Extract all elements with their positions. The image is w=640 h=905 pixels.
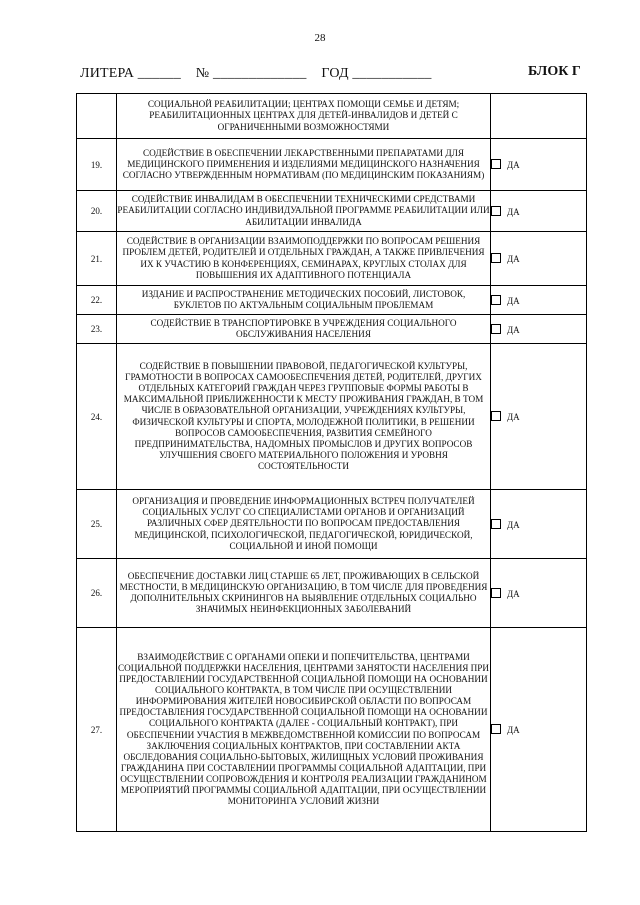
row-checkbox-cell [491,559,587,628]
table-row [77,94,587,139]
yes-label: ДА [507,160,520,170]
row-description: СОДЕЙСТВИЕ В ТРАНСПОРТИРОВКЕ В УЧРЕЖДЕНИЯ СОЦИАЛЬНОГО ОБСЛУЖИВАНИЯ НАСЕЛЕНИЯ [117,315,491,344]
yes-checkbox[interactable] [491,324,501,334]
row-number: 22. [77,286,117,315]
row-number: 24. [77,344,117,490]
litera-field[interactable]: ЛИТЕРА ______ [80,66,181,81]
yes-checkbox[interactable] [491,519,501,529]
row-checkbox-cell [491,344,587,490]
yes-checkbox[interactable] [491,724,501,734]
services-table [76,93,587,832]
table-row [77,139,587,191]
row-checkbox-cell [491,628,587,832]
row-number: 27. [77,628,117,832]
block-label: БЛОК Г [528,64,581,79]
table-row [77,286,587,315]
table-row [77,559,587,628]
row-checkbox-cell [491,232,587,286]
yes-checkbox[interactable] [491,411,501,421]
row-number [77,94,117,139]
table-row [77,490,587,559]
row-number: 23. [77,315,117,344]
row-number: 21. [77,232,117,286]
row-description: ОРГАНИЗАЦИЯ И ПРОВЕДЕНИЕ ИНФОРМАЦИОННЫХ ВСТРЕЧ ПОЛУЧАТЕЛЕЙ СОЦИАЛЬНЫХ УСЛУГ СО СПЕЦИАЛИСТАМИ ОРГАНОВ И ОРГАНИЗАЦИЙ РАЗЛИЧНЫХ СФЕР ДЕЯТЕЛЬНОСТИ ПО ВОПРОСАМ ПРЕДОСТАВЛЕНИЯ МЕДИЦИНСКОЙ, ПСИХОЛОГИЧЕСКОЙ, ПЕДАГОГИЧЕСКОЙ, ЮРИДИЧЕСКОЙ, СОЦИАЛЬНОЙ И ИНОЙ ПОМОЩИ [117,490,491,559]
table-row [77,232,587,286]
yes-label: ДА [507,206,520,217]
yes-label: ДА [507,725,520,735]
yes-checkbox[interactable] [491,206,501,216]
yes-checkbox[interactable] [491,159,501,169]
yes-checkbox[interactable] [491,253,501,263]
yes-label: ДА [507,412,520,422]
yes-label: ДА [507,254,520,264]
row-description: СОДЕЙСТВИЕ ИНВАЛИДАМ В ОБЕСПЕЧЕНИИ ТЕХНИЧЕСКИМИ СРЕДСТВАМИ РЕАБИЛИТАЦИИ СОГЛАСНО ИНДИВИДУАЛЬНОЙ ПРОГРАММЕ РЕАБИЛИТАЦИИ ИЛИ АБИЛИТАЦИИ ИНВАЛИДА [117,191,491,232]
row-checkbox-cell [491,490,587,559]
yes-label: ДА [507,588,520,599]
table-row [77,628,587,832]
row-number: 20. [77,191,117,232]
page-number: 28 [314,32,326,44]
yes-label: ДА [507,324,520,335]
yes-label: ДА [507,519,520,530]
year-field[interactable]: ГОД ___________ [321,66,432,81]
table-row [77,315,587,344]
number-field[interactable]: № _____________ [195,66,307,81]
row-description: СОДЕЙСТВИЕ В ОБЕСПЕЧЕНИИ ЛЕКАРСТВЕННЫМИ ПРЕПАРАТАМИ ДЛЯ МЕДИЦИНСКОГО ПРИМЕНЕНИЯ И ИЗДЕЛИЯМИ МЕДИЦИНСКОГО НАЗНАЧЕНИЯ СОГЛАСНО УТВЕРЖДЕННЫМ НОРМАТИВАМ (ПО МЕДИЦИНСКИМ ПОКАЗАНИЯМ) [117,139,491,191]
row-checkbox-cell [491,286,587,315]
row-description: ВЗАИМОДЕЙСТВИЕ С ОРГАНАМИ ОПЕКИ И ПОПЕЧИТЕЛЬСТВА, ЦЕНТРАМИ СОЦИАЛЬНОЙ ПОДДЕРЖКИ НАСЕЛЕНИЯ, ЦЕНТРАМИ ЗАНЯТОСТИ НАСЕЛЕНИЯ ПРИ ПРЕДОСТАВЛЕНИИ ГОСУДАРСТВЕННОЙ СОЦИАЛЬНОЙ ПОМОЩИ НА ОСНОВАНИИ СОЦИАЛЬНОГО КОНТРАКТА, В ТОМ ЧИСЛЕ ПРИ ОСУЩЕСТВЛЕНИИ ИНФОРМИРОВАНИЯ ЖИТЕЛЕЙ НОВОСИБИРСКОЙ ОБЛАСТИ ПО ВОПРОСАМ ПРЕДОСТАВЛЕНИЯ ГОСУДАРСТВЕННОЙ СОЦИАЛЬНОЙ ПОМОЩИ НА ОСНОВАНИИ СОЦИАЛЬНОГО КОНТРАКТА (ДАЛЕЕ - СОЦИАЛЬНЫЙ КОНТРАКТ), ПРИ ОБЕСПЕЧЕНИИ УЧАСТИЯ В МЕЖВЕДОМСТВЕННОЙ КОМИССИИ ПО ВОПРОСАМ ЗАКЛЮЧЕНИЯ СОЦИАЛЬНЫХ КОНТРАКТОВ, ПРИ СОСТАВЛЕНИИ АКТА ОБСЛЕДОВАНИЯ СОЦИАЛЬНО-БЫТОВЫХ, ЖИЛИЩНЫХ УСЛОВИЙ ПРОЖИВАНИЯ ГРАЖДАНИНА ПРИ СОСТАВЛЕНИИ ПРОГРАММЫ СОЦИАЛЬНОЙ АДАПТАЦИИ, ПРИ ОСУЩЕСТВЛЕНИИ СОПРОВОЖДЕНИЯ И КОНТРОЛЯ РЕАЛИЗАЦИИ ГРАЖДАНИНОМ МЕРОПРИЯТИЙ ПРОГРАММЫ СОЦИАЛЬНОЙ АДАПТАЦИИ, ПРИ ОСУЩЕСТВЛЕНИИ МОНИТОРИНГА УСЛОВИЙ ЖИЗНИ [117,628,491,832]
row-description: СОДЕЙСТВИЕ В ПОВЫШЕНИИ ПРАВОВОЙ, ПЕДАГОГИЧЕСКОЙ КУЛЬТУРЫ, ГРАМОТНОСТИ В ВОПРОСАХ САМООБЕСПЕЧЕНИЯ ДЕТЕЙ, РОДИТЕЛЕЙ, ДРУГИХ ОТДЕЛЬНЫХ КАТЕГОРИЙ ГРАЖДАН ЧЕРЕЗ ГРУППОВЫЕ ФОРМЫ РАБОТЫ В МАКСИМАЛЬНОЙ ПРИБЛИЖЕННОСТИ К МЕСТУ ПРОЖИВАНИЯ ГРАЖДАН, В ТОМ ЧИСЛЕ В ОБРАЗОВАТЕЛЬНОЙ ОРГАНИЗАЦИИ, УЧРЕЖДЕНИЯХ КУЛЬТУРЫ, ФИЗИЧЕСКОЙ КУЛЬТУРЫ И СПОРТА, МОЛОДЕЖНОЙ ПОЛИТИКИ, В РЕШЕНИИ ВОПРОСОВ САМООБЕСПЕЧЕНИЯ, РАЗВИТИЯ СЕМЕЙНОГО ПРЕДПРИНИМАТЕЛЬСТВА, НАДОМНЫХ ПРОМЫСЛОВ И ДРУГИХ ВОПРОСОВ УЛУЧШЕНИЯ СВОЕГО МАТЕРИАЛЬНОГО ПОЛОЖЕНИЯ И УРОВНЯ СОСТОЯТЕЛЬНОСТИ [117,344,491,490]
row-checkbox-cell [491,315,587,344]
row-description: ИЗДАНИЕ И РАСПРОСТРАНЕНИЕ МЕТОДИЧЕСКИХ ПОСОБИЙ, ЛИСТОВОК, БУКЛЕТОВ ПО АКТУАЛЬНЫМ СОЦИАЛЬНЫМ ПРОБЛЕМАМ [117,286,491,315]
row-description: СОДЕЙСТВИЕ В ОРГАНИЗАЦИИ ВЗАИМОПОДДЕРЖКИ ПО ВОПРОСАМ РЕШЕНИЯ ПРОБЛЕМ ДЕТЕЙ, РОДИТЕЛЕЙ И ОТДЕЛЬНЫХ ГРАЖДАН, А ТАКЖЕ ПРИВЛЕЧЕНИЯ ИХ К УЧАСТИЮ В КОНФЕРЕНЦИЯХ, СЕМИНАРАХ, КРУГЛЫХ СТОЛАХ ДЛЯ ПОВЫШЕНИЯ ИХ АДАПТИВНОГО ПОТЕНЦИАЛА [117,232,491,286]
yes-checkbox[interactable] [491,295,501,305]
row-number: 19. [77,139,117,191]
yes-label: ДА [507,295,520,306]
row-number: 25. [77,490,117,559]
row-checkbox-cell [491,191,587,232]
table-row [77,344,587,490]
row-number: 26. [77,559,117,628]
row-description: СОЦИАЛЬНОЙ РЕАБИЛИТАЦИИ; ЦЕНТРАХ ПОМОЩИ СЕМЬЕ И ДЕТЯМ; РЕАБИЛИТАЦИОННЫХ ЦЕНТРАХ ДЛЯ ДЕТЕЙ-ИНВАЛИДОВ И ДЕТЕЙ С ОГРАНИЧЕННЫМИ ВОЗМОЖНОСТЯМИ [117,94,491,139]
row-description: ОБЕСПЕЧЕНИЕ ДОСТАВКИ ЛИЦ СТАРШЕ 65 ЛЕТ, ПРОЖИВАЮЩИХ В СЕЛЬСКОЙ МЕСТНОСТИ, В МЕДИЦИНСКУЮ ОРГАНИЗАЦИЮ, В ТОМ ЧИСЛЕ ДЛЯ ПРОВЕДЕНИЯ ДОПОЛНИТЕЛЬНЫХ СКРИНИНГОВ НА ВЫЯВЛЕНИЕ ОТДЕЛЬНЫХ СОЦИАЛЬНО ЗНАЧИМЫХ НЕИНФЕКЦИОННЫХ ЗАБОЛЕВАНИЙ [117,559,491,628]
row-checkbox-cell [491,94,587,139]
row-checkbox-cell [491,139,587,191]
yes-checkbox[interactable] [491,588,501,598]
form-header [80,66,432,82]
table-row [77,191,587,232]
